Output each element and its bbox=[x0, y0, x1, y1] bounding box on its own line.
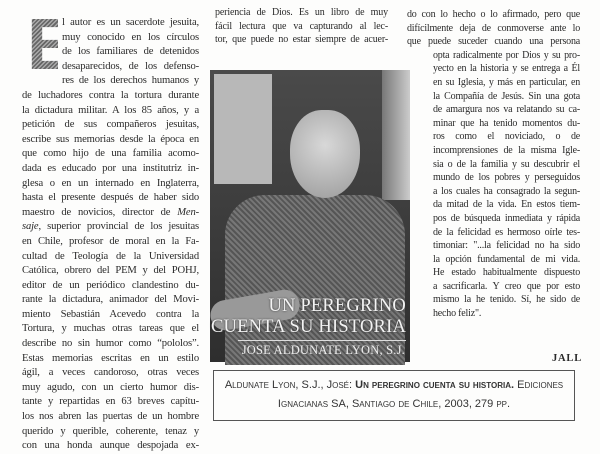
cover-curtain bbox=[382, 70, 410, 200]
text-line: Católica, obrero del PEM y del POHJ, bbox=[22, 265, 199, 277]
text-line: en Chile, profesor de moral en la Fa- bbox=[22, 235, 199, 247]
text-line: con una honda aunque despojada ex- bbox=[22, 440, 199, 452]
citation-line-2: Ignacianas SA, Santiago de Chile, 2003, 279 pp. bbox=[277, 398, 511, 410]
text-line: a sacrificarla. Y creo que por esto bbox=[433, 280, 580, 292]
text-line: res de los derechos humanos y bbox=[62, 75, 199, 87]
cover-rule bbox=[238, 340, 406, 341]
text-line: de amargura nos va relatando su ca- bbox=[433, 104, 580, 116]
cover-title-line-1: UN PEREGRINO bbox=[268, 296, 406, 316]
text-line: maestro de novicios, director de Men- bbox=[22, 206, 199, 218]
article-column-3 bbox=[407, 8, 580, 321]
text-line: minar que ha tenido momentos du- bbox=[433, 117, 580, 129]
drop-cap: E bbox=[27, 5, 76, 85]
text-line: muy conocido en los círculos bbox=[62, 31, 199, 43]
text-line: describe no sin humor como “pololos”. bbox=[22, 338, 199, 350]
text-line: difícilmente deja de conmoverse ante lo bbox=[407, 22, 580, 34]
text-line: la Compañía de Jesús. Sin una gota bbox=[433, 90, 580, 102]
citation-author: Aldunate Lyon, S.J., José: bbox=[224, 379, 356, 391]
citation-publisher: Ediciones bbox=[514, 379, 564, 391]
text-line: cultad de Teología de la Universidad bbox=[22, 250, 199, 262]
text-line: miento Sebastián Acevedo contra la bbox=[22, 308, 199, 320]
text-line: glesa o en un internado en Inglaterra, bbox=[22, 177, 199, 189]
cover-background-panel bbox=[214, 74, 272, 184]
text-line: desaparecidos, de los defenso- bbox=[62, 60, 199, 72]
text-line: incomprensiones de la misma Igle- bbox=[433, 144, 580, 156]
text-line: rante la dictadura, animador del Movi- bbox=[22, 294, 199, 306]
text-line: tante y repartidas en 63 breves capítu- bbox=[22, 396, 199, 408]
text-line: ágil, a veces candoroso, otras veces bbox=[22, 367, 199, 379]
text-line: petición de sus compañeros jesuitas, bbox=[22, 119, 199, 131]
text-line: ros como el noviciado, o de bbox=[433, 131, 580, 143]
article-column-2 bbox=[215, 6, 388, 47]
text-line: saje, superior provincial de los jesuitas bbox=[22, 221, 199, 233]
text-line: la opción fundamental de mi vida. bbox=[433, 253, 580, 265]
text-line: l autor es un sacerdote jesuita, bbox=[62, 17, 199, 28]
text-line: que puede suceder cuando una persona bbox=[407, 36, 580, 48]
text-line: escribe sus memorias desde la época en bbox=[22, 133, 199, 145]
text-line: timoniar: "...la felicidad no ha sido bbox=[433, 240, 580, 252]
text-line: mismo la he tenido. Sí, he sido de bbox=[433, 294, 580, 306]
text-line: pos de búsqueda inmediata y rápida bbox=[433, 212, 580, 224]
text-line: yecto en la historia y se entrega a Él bbox=[433, 63, 580, 75]
text-line: da mitad de la vida. En estos tiem- bbox=[433, 199, 580, 211]
text-line: mundo de los pobres y perseguidos bbox=[433, 172, 580, 184]
text-line: de luchadores contra la tortura durante bbox=[22, 89, 199, 101]
text-line: la dictadura militar. A los 85 años, y a bbox=[22, 104, 199, 116]
text-line: a los cuales ha consagrado la segun- bbox=[433, 185, 580, 197]
text-line: querido y querible, coherente, tenaz y bbox=[22, 425, 199, 437]
text-line: He estado habitualmente dispuesto bbox=[433, 267, 580, 279]
text-line: editor de un periódico clandestino du- bbox=[22, 279, 199, 291]
cover-title-line-2: CUENTA SU HISTORIA bbox=[210, 317, 406, 337]
text-line: sia o de la familia y su descubrir el bbox=[433, 158, 580, 170]
book-cover-image bbox=[210, 70, 410, 362]
text-line: do con lo hecho o lo afirmado, pero que bbox=[407, 9, 580, 20]
text-line: de la felicidad es hermoso oírle tes- bbox=[433, 226, 580, 238]
text-line: periencia de Dios. Es un libro de muy bbox=[215, 7, 388, 18]
author-signature: JALL bbox=[552, 353, 583, 364]
citation-line-1 bbox=[214, 376, 574, 395]
article-column-1 bbox=[22, 5, 199, 454]
citation-title: Un peregrino cuenta su historia. bbox=[355, 379, 515, 391]
text-line: hasta el presente después de haber sido bbox=[22, 192, 199, 204]
text-line: dada es educado por una institutriz in- bbox=[22, 162, 199, 174]
text-line: los nos abren las puertas de un hombre bbox=[22, 411, 199, 423]
text-line: muy agudo, con un cierto humor dis- bbox=[22, 381, 199, 393]
text-line: hecho feliz". bbox=[433, 308, 482, 320]
cover-portrait-head bbox=[290, 110, 360, 198]
text-line: Tortura, y muchas otras tareas que el bbox=[22, 323, 199, 335]
text-line: fácil lectura que va capturando al lec- bbox=[215, 20, 388, 32]
bibliographic-citation bbox=[213, 370, 575, 421]
text-line: en su Iglesia, y más en particular, en bbox=[433, 76, 580, 88]
text-line: que como hijo de una familia acomo- bbox=[22, 148, 199, 160]
text-line: tor, que puede no estar siempre de acuer- bbox=[215, 34, 388, 46]
text-line: Estas memorias escritas en un estilo bbox=[22, 352, 199, 364]
text-line: de los familiares de detenidos bbox=[62, 46, 199, 58]
cover-author: JOSE ALDUNATE LYON, S.J. bbox=[241, 343, 405, 357]
text-line: opta radicalmente por Dios y su pro- bbox=[433, 49, 580, 61]
